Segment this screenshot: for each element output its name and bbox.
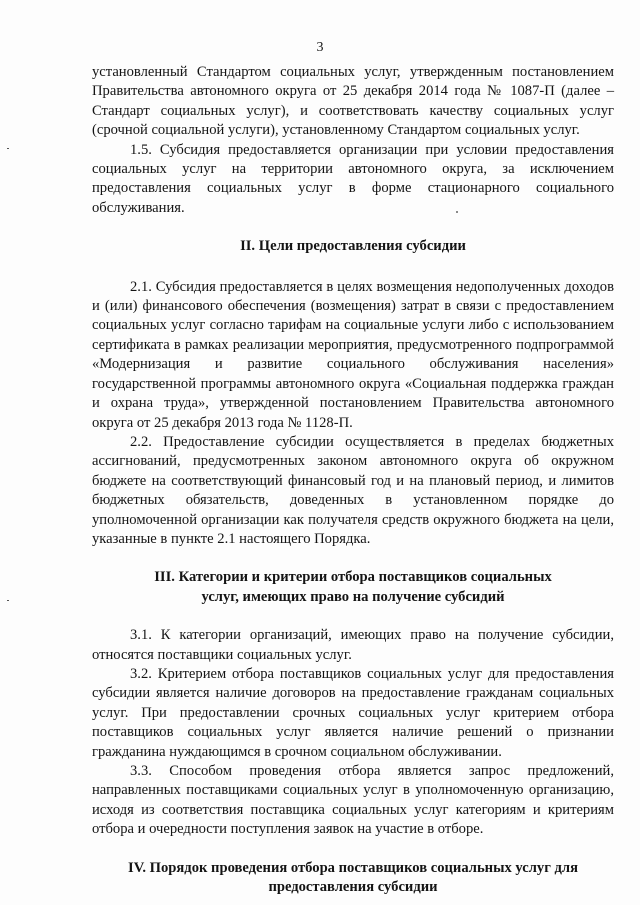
section-heading-3 [92, 568, 614, 607]
paragraph-3-3: 3.3. Способом проведения отбора является запрос предложений, направленных поставщиками социальных услуг в уполномоченную организацию, исходя из соответствия поставщика социальных услуг категориям и критериям отбора и очередности поступления заявок на участие в отборе. [92, 763, 614, 838]
paragraph-continuation: установленный Стандартом социальных услуг, утвержденным постановлением Правительства автономного округа от 25 декабря 2014 года № 1087-П (далее – Стандарт социальных услуг), и соответствовать качеству социальных услуг (срочной социальной услуги), установленному Стандартом социальных услуг. [92, 64, 614, 139]
paragraph-3-1: 3.1. К категории организаций, имеющих право на получение субсидии, относятся поставщики социальных услуг. [92, 627, 614, 663]
paragraph-2-1: 2.1. Субсидия предоставляется в целях возмещения недополученных доходов и (или) финансового обеспечения (возмещения) затрат в связи с предоставлением социальных услуг согласно тарифам на социальные услуги либо с использованием сертификата в рамках реализации мероприятия, предусмотренного подпрограммой «Модернизация и развитие социального обслуживания населения» государственной программы автономного округа «Социальная поддержка граждан и охрана труда», утвержденной постановлением Правительства автономного округа от 25 декабря 2013 года № 1128-П. [92, 278, 614, 431]
section-heading-3-line1: III. Категории и критерии отбора поставщиков социальных [154, 569, 552, 586]
page-number: 3 [316, 40, 324, 55]
paragraph-2-2: 2.2. Предоставление субсидии осуществляется в пределах бюджетных ассигнований, предусмотренных законом автономного округа об окружном бюджете на соответствующий финансовый год и на плановый период, и лимитов бюджетных обязательств, доведенных в установленном порядке до уполномоченной организации как получателя средств окружного бюджета на цели, указанные в пункте 2.1 настоящего Порядка. [92, 433, 614, 547]
section-heading-3-line2: услуг, имеющих право на получение субсидий [201, 588, 505, 605]
section-heading-4 [92, 859, 614, 898]
document-body [92, 63, 614, 897]
scan-mark [7, 600, 9, 601]
section-heading-2 [92, 237, 614, 256]
section-heading-4-line1: IV. Порядок проведения отбора поставщиков социальных услуг для [128, 859, 578, 876]
scan-mark [7, 148, 9, 149]
paragraph-1-5: 1.5. Субсидия предоставляется организации при условии предоставления социальных услуг на территории автономного округа, за исключением предоставления социальных услуг в форме стационарного социального обслуживания. [92, 141, 614, 216]
paragraph-3-2: 3.2. Критерием отбора поставщиков социальных услуг для предоставления субсидии является наличие договоров на предоставление гражданам социальных услуг. При предоставлении срочных социальных услуг критерием отбора поставщиков социальных услуг является наличие решений о признании гражданина нуждающимся в срочном социальном обслуживании. [92, 665, 614, 760]
section-heading-2-text: II. Цели предоставления субсидии [240, 238, 466, 255]
section-heading-4-line2: предоставления субсидии [268, 879, 438, 896]
